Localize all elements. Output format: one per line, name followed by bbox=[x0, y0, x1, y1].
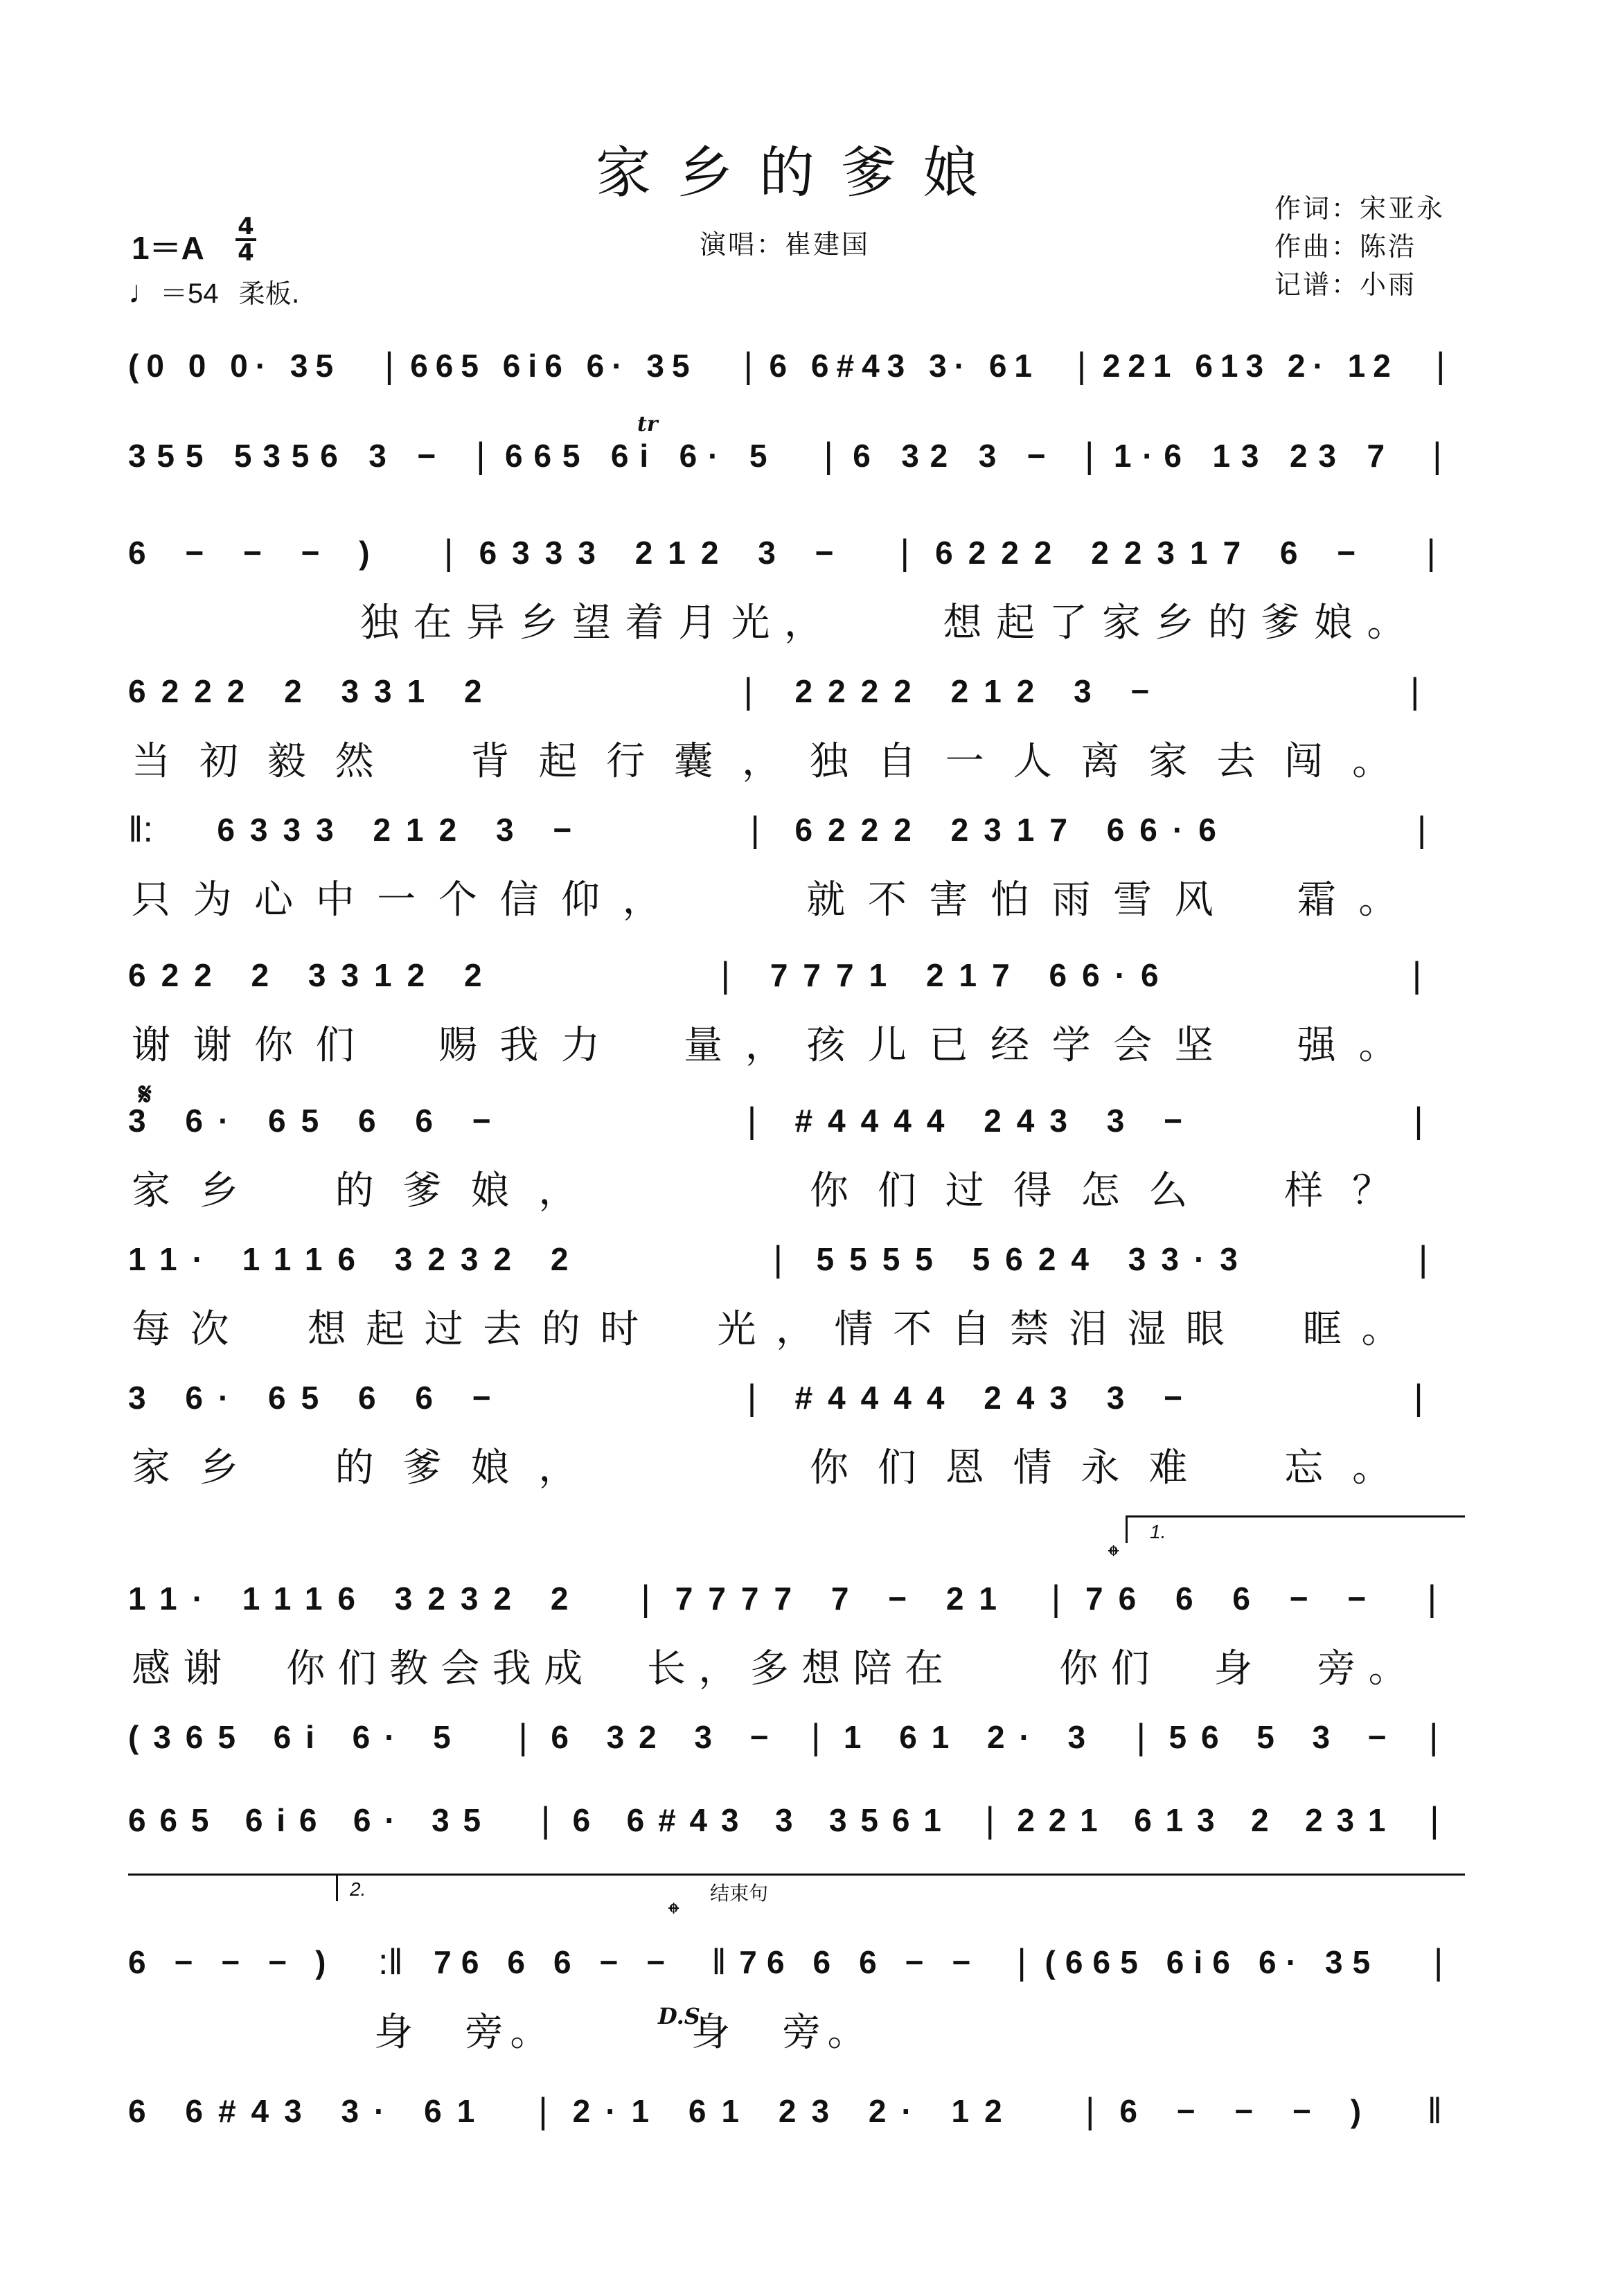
lyric-char: 只 bbox=[132, 878, 170, 923]
lyric-char: 每 bbox=[132, 1307, 170, 1352]
lyric-char: 强 bbox=[1297, 1023, 1336, 1068]
barline: | bbox=[743, 346, 753, 386]
lyric-char: 儿 bbox=[867, 1023, 907, 1068]
lyric-char: 背 bbox=[470, 739, 510, 784]
lyric-char: 你 bbox=[1059, 1646, 1099, 1691]
lyric-char: 会 bbox=[441, 1646, 480, 1691]
time-top: 4 bbox=[238, 213, 254, 240]
barline: | bbox=[476, 436, 486, 476]
quarter-note-icon: ♩ bbox=[128, 274, 160, 310]
lyric-char: 独 bbox=[360, 600, 399, 646]
barline: | bbox=[1414, 1101, 1423, 1141]
volta-2-label: 2. bbox=[350, 1878, 366, 1900]
barline: | bbox=[1051, 1578, 1061, 1619]
lyric-char: 想 bbox=[943, 600, 982, 646]
lyric-char: 光 bbox=[731, 600, 770, 646]
barline: | bbox=[750, 810, 760, 850]
volta-2-edge bbox=[336, 1874, 338, 1901]
lyric-char: 爹 bbox=[1261, 600, 1300, 646]
lyric-char: 仰 bbox=[561, 878, 600, 923]
lyric-char: 我 bbox=[492, 1646, 531, 1691]
barline: | bbox=[641, 1578, 650, 1619]
lyric-char: 独 bbox=[809, 739, 848, 784]
lyric-char: 异 bbox=[466, 600, 505, 646]
lyric-char: 家 bbox=[132, 1445, 170, 1490]
lyric-char: 成 bbox=[544, 1646, 583, 1691]
lyric-char: 恩 bbox=[945, 1445, 984, 1490]
measure-notes: 56 5 3 − bbox=[1168, 1719, 1401, 1755]
lyric-char: ， bbox=[698, 1646, 738, 1691]
lyric-char: 时 bbox=[600, 1307, 639, 1352]
barline: | bbox=[1412, 955, 1422, 995]
measure-notes: 11· 1116 3232 2 bbox=[128, 1241, 584, 1277]
measure-notes: 2·1 61 23 2· 12 bbox=[572, 2093, 1017, 2129]
lyric-char: 心 bbox=[254, 878, 294, 923]
measure-notes: 7777 7 − 21 bbox=[675, 1581, 1013, 1617]
lyric-char: 多 bbox=[749, 1646, 789, 1691]
lyric-char: ， bbox=[622, 878, 661, 923]
lyric-char: 自 bbox=[951, 1307, 990, 1352]
lyric-char: 谢 bbox=[132, 1023, 170, 1068]
lyric-char: 起 bbox=[996, 600, 1035, 646]
measure-notes: 6333 212 3 − bbox=[217, 812, 587, 848]
transcriber-credit: 记谱：小雨 bbox=[1274, 269, 1417, 300]
measure-notes: #4444 243 3 − bbox=[794, 1103, 1198, 1139]
tempo-marking bbox=[128, 272, 300, 311]
lyric-char: 忘 bbox=[1284, 1445, 1324, 1490]
lyric-char: 风 bbox=[1174, 878, 1214, 923]
lyric-char: 么 bbox=[1148, 1168, 1188, 1213]
lyric-line bbox=[0, 876, 1600, 932]
barline: | bbox=[384, 346, 394, 386]
barline: | bbox=[1418, 1239, 1428, 1279]
lyric-line bbox=[0, 2009, 1600, 2064]
ending-label: 结束句 bbox=[710, 1882, 769, 1905]
barline: | bbox=[1017, 1942, 1026, 1982]
lyric-char: 情 bbox=[834, 1307, 873, 1352]
lyric-char: 样 bbox=[1284, 1168, 1324, 1213]
lyric-char: 。 bbox=[510, 2010, 549, 2055]
lyric-char: 爹 bbox=[402, 1445, 442, 1490]
measure-notes: 221 613 2· 12 bbox=[1102, 348, 1398, 384]
lyric-char: 自 bbox=[877, 739, 916, 784]
lyric-char: 月 bbox=[678, 600, 717, 646]
ds-mark: D.S. bbox=[658, 2003, 707, 2029]
lyric-char: 个 bbox=[438, 878, 477, 923]
lyric-char: 永 bbox=[1081, 1445, 1120, 1490]
lyric-char: 赐 bbox=[438, 1023, 477, 1068]
barline: | bbox=[1426, 533, 1436, 573]
barline: | bbox=[1430, 1800, 1439, 1840]
lyric-line bbox=[0, 1306, 1600, 1361]
singer-credit: 演唱：崔建国 bbox=[700, 229, 871, 260]
barline: | bbox=[810, 1717, 821, 1757]
lyric-char: 想 bbox=[801, 1646, 841, 1691]
lyric-char: 已 bbox=[929, 1023, 968, 1068]
lyric-char: 怕 bbox=[990, 878, 1029, 923]
lyricist-credit: 作词：宋亚永 bbox=[1274, 193, 1446, 224]
lyric-line bbox=[0, 1167, 1600, 1222]
barline: | bbox=[1410, 671, 1420, 711]
lyric-char: 雪 bbox=[1113, 878, 1153, 923]
composer-credit: 作曲：陈浩 bbox=[1274, 231, 1417, 262]
lyric-line bbox=[0, 599, 1600, 655]
lyric-char: 。 bbox=[1352, 739, 1392, 784]
lyric-char: 囊 bbox=[674, 739, 713, 784]
lyric-char: 你 bbox=[809, 1445, 848, 1490]
lyric-char: 们 bbox=[877, 1168, 916, 1213]
lyric-char: 初 bbox=[199, 739, 238, 784]
lyric-char: 然 bbox=[335, 739, 374, 784]
barline: | bbox=[540, 1800, 551, 1840]
lyric-char: 在 bbox=[905, 1646, 943, 1691]
lyric-char: 情 bbox=[1013, 1445, 1052, 1490]
lyric-char: 身 bbox=[691, 2010, 731, 2055]
lyric-char: 一 bbox=[945, 739, 984, 784]
lyric-char: 家 bbox=[1102, 600, 1141, 646]
lyric-char: 家 bbox=[1148, 739, 1188, 784]
lyric-char: 望 bbox=[572, 600, 611, 646]
measure-notes: 5555 5624 33·3 bbox=[816, 1241, 1253, 1277]
measure-notes: 76 6 6 − − bbox=[1085, 1581, 1382, 1617]
lyric-char: 谢 bbox=[183, 1646, 222, 1691]
lyric-char: ， bbox=[538, 1168, 578, 1213]
lyric-char: 霜 bbox=[1297, 878, 1336, 923]
lyric-char: 起 bbox=[538, 739, 578, 784]
lyric-char: 们 bbox=[337, 1646, 377, 1691]
lyric-char: 为 bbox=[193, 878, 232, 923]
measure-notes: 665 6i 6· 5 bbox=[505, 438, 779, 474]
barline: | bbox=[900, 533, 909, 573]
lyric-char: 旁 bbox=[782, 2010, 821, 2055]
lyric-char: 了 bbox=[1049, 600, 1088, 646]
measure-notes: 6222 2317 66·6 bbox=[794, 812, 1232, 848]
barline: | bbox=[747, 1101, 757, 1141]
volta-2-bracket bbox=[128, 1874, 1465, 1876]
lyric-char: 不 bbox=[893, 1307, 932, 1352]
lyric-char: 起 bbox=[366, 1307, 405, 1352]
lyric-char: 陪 bbox=[853, 1646, 892, 1691]
measure-notes: (665 6i6 6· 35 bbox=[1045, 1944, 1380, 1980]
measure-notes: 6 − − − ) bbox=[1119, 2093, 1377, 2129]
barline: ‖: bbox=[128, 810, 153, 850]
lyric-char: 。 bbox=[1368, 1646, 1407, 1691]
tempo-value: ＝54 bbox=[160, 278, 219, 309]
measure-notes: 11· 1116 3232 2 bbox=[128, 1581, 584, 1617]
lyric-char: 得 bbox=[1013, 1168, 1052, 1213]
lyric-char: 。 bbox=[1358, 1023, 1398, 1068]
measure-notes: 76 6 6 − − bbox=[739, 1944, 981, 1980]
measure-notes: 3 6· 65 6 6 − bbox=[128, 1103, 506, 1139]
lyric-char: 旁 bbox=[1317, 1646, 1356, 1691]
barline: | bbox=[720, 955, 731, 995]
lyric-char: 。 bbox=[1358, 878, 1398, 923]
lyric-char: ， bbox=[745, 1023, 784, 1068]
lyric-char: 们 bbox=[315, 1023, 355, 1068]
lyric-char: 离 bbox=[1081, 739, 1120, 784]
lyric-line bbox=[0, 1444, 1600, 1499]
lyric-char: 过 bbox=[424, 1307, 463, 1352]
measure-notes: #4444 243 3 − bbox=[794, 1380, 1198, 1416]
barline: | bbox=[773, 1239, 783, 1279]
lyric-char: 你 bbox=[286, 1646, 326, 1691]
barline: | bbox=[1427, 1578, 1437, 1619]
lyric-char: 就 bbox=[806, 878, 846, 923]
lyric-char: 雨 bbox=[1051, 878, 1091, 923]
measure-notes: 6 6#43 3· 61 bbox=[769, 348, 1040, 384]
lyric-char: 人 bbox=[1013, 739, 1052, 784]
volta-1-edge bbox=[1126, 1515, 1128, 1543]
lyric-char: 的 bbox=[335, 1168, 374, 1213]
lyric-char: 一 bbox=[377, 878, 416, 923]
measure-notes: 1·6 13 23 7 bbox=[1113, 438, 1396, 474]
lyric-char: 过 bbox=[945, 1168, 984, 1213]
lyric-char: 不 bbox=[867, 878, 907, 923]
measure-notes: 1 61 2· 3 bbox=[843, 1719, 1101, 1755]
measure-notes: 665 6i6 6· 35 bbox=[410, 348, 697, 384]
barline: :‖ bbox=[377, 1942, 403, 1982]
barline: | bbox=[747, 1378, 757, 1418]
barline: | bbox=[538, 2091, 548, 2131]
measure-notes: 6333 212 3 − bbox=[479, 535, 849, 571]
lyric-char: 乡 bbox=[1155, 600, 1194, 646]
barline: | bbox=[985, 1800, 995, 1840]
lyric-char: 娘 bbox=[470, 1445, 510, 1490]
lyric-char: 教 bbox=[389, 1646, 428, 1691]
lyric-char: 去 bbox=[1216, 739, 1256, 784]
lyric-char: 。 bbox=[1361, 1307, 1401, 1352]
measure-notes: 7771 217 66·6 bbox=[770, 957, 1174, 993]
lyric-char: 我 bbox=[499, 1023, 539, 1068]
measure-notes: 6 − − − ) bbox=[128, 535, 385, 571]
lyric-char: 娘 bbox=[470, 1168, 510, 1213]
trill-mark: tr bbox=[637, 412, 658, 436]
lyric-char: 难 bbox=[1148, 1445, 1188, 1490]
measure-notes: 355 5356 3 − bbox=[128, 438, 447, 474]
song-title: 家乡的爹娘 bbox=[596, 141, 1004, 205]
lyric-char: 。 bbox=[1367, 600, 1406, 646]
key-signature: 1＝A bbox=[132, 230, 204, 266]
lyric-char: 在 bbox=[413, 600, 452, 646]
measure-notes: 665 6i6 6· 35 bbox=[128, 1802, 495, 1838]
lyric-char: 长 bbox=[647, 1646, 686, 1691]
lyric-char: 去 bbox=[483, 1307, 522, 1352]
barline: | bbox=[1085, 2091, 1095, 2131]
lyric-char: 。 bbox=[827, 2010, 866, 2055]
measure-notes: 221 613 2 231 bbox=[1017, 1802, 1400, 1838]
lyric-char: 的 bbox=[335, 1445, 374, 1490]
barline: | bbox=[1076, 346, 1087, 386]
measure-notes: 6222 22317 6 − bbox=[935, 535, 1371, 571]
lyric-char: 中 bbox=[315, 878, 355, 923]
lyric-char: 乡 bbox=[519, 600, 558, 646]
barline: | bbox=[1432, 436, 1442, 476]
lyric-char: 信 bbox=[499, 878, 539, 923]
lyric-char: 孩 bbox=[806, 1023, 846, 1068]
lyric-char: 们 bbox=[877, 1445, 916, 1490]
lyric-char: ， bbox=[776, 1307, 815, 1352]
lyric-char: 谢 bbox=[193, 1023, 232, 1068]
barline: ‖ bbox=[711, 1942, 727, 1982]
lyric-char: 怎 bbox=[1081, 1168, 1120, 1213]
measure-notes: 622 2 3312 2 bbox=[128, 957, 497, 993]
coda-sign-2: 𝄌 bbox=[668, 1896, 679, 1932]
lyric-char: 害 bbox=[929, 878, 968, 923]
lyric-char: 身 bbox=[374, 2010, 413, 2055]
lyric-char: 。 bbox=[1352, 1445, 1392, 1490]
measure-notes: 6 6#43 3· 61 bbox=[128, 2093, 490, 2129]
lyric-char: 量 bbox=[684, 1023, 723, 1068]
time-signature bbox=[235, 213, 256, 267]
lyric-char: 行 bbox=[606, 739, 646, 784]
lyric-char: 的 bbox=[541, 1307, 580, 1352]
measure-notes: (365 6i 6· 5 bbox=[128, 1719, 465, 1755]
lyric-char: 想 bbox=[307, 1307, 346, 1352]
volta-1-label: 1. bbox=[1150, 1521, 1166, 1542]
lyric-char: 力 bbox=[561, 1023, 600, 1068]
segno-sign: 𝄋 bbox=[139, 1077, 152, 1112]
measure-notes: 2222 212 3 − bbox=[794, 673, 1165, 709]
lyric-line bbox=[0, 1022, 1600, 1077]
lyric-char: 身 bbox=[1214, 1646, 1253, 1691]
lyric-char: 泪 bbox=[1068, 1307, 1108, 1352]
barline: | bbox=[1435, 346, 1446, 386]
lyric-char: 的 bbox=[1208, 600, 1247, 646]
barline: | bbox=[443, 533, 454, 573]
lyric-char: 们 bbox=[1110, 1646, 1150, 1691]
lyric-char: 你 bbox=[809, 1168, 848, 1213]
lyric-char: 乡 bbox=[199, 1445, 238, 1490]
barline: | bbox=[1429, 1717, 1439, 1757]
lyric-char: 感 bbox=[132, 1646, 170, 1691]
measure-notes: 6 32 3 − bbox=[853, 438, 1057, 474]
volta-1-bracket bbox=[1126, 1515, 1465, 1518]
tempo-word: 柔板. bbox=[238, 278, 300, 309]
barline: | bbox=[1416, 810, 1427, 850]
lyric-char: ， bbox=[784, 600, 823, 646]
measure-notes: 6 6#43 3 3561 bbox=[572, 1802, 955, 1838]
barline: | bbox=[743, 671, 753, 711]
measure-notes: 6 − − − ) bbox=[128, 1944, 336, 1980]
lyric-char: ， bbox=[742, 739, 781, 784]
barline: | bbox=[518, 1717, 528, 1757]
lyric-char: 学 bbox=[1051, 1023, 1091, 1068]
lyric-char: 你 bbox=[254, 1023, 294, 1068]
lyric-char: 次 bbox=[190, 1307, 229, 1352]
barline: | bbox=[824, 436, 833, 476]
lyric-char: 眼 bbox=[1185, 1307, 1225, 1352]
measure-notes: 76 6 6 − − bbox=[434, 1944, 675, 1980]
lyric-char: ？ bbox=[1352, 1168, 1392, 1213]
barline: | bbox=[1433, 1942, 1443, 1982]
lyric-char: 眶 bbox=[1302, 1307, 1342, 1352]
lyric-char: 娘 bbox=[1314, 600, 1353, 646]
lyric-char: 闯 bbox=[1284, 739, 1324, 784]
lyric-char: 坚 bbox=[1174, 1023, 1214, 1068]
measure-notes: (0 0 0· 35 bbox=[128, 348, 341, 384]
lyric-char: 毅 bbox=[267, 739, 306, 784]
barline: | bbox=[1414, 1378, 1423, 1418]
lyric-char: 经 bbox=[990, 1023, 1029, 1068]
lyric-char: 爹 bbox=[402, 1168, 442, 1213]
time-bottom: 4 bbox=[238, 239, 254, 267]
coda-sign-1: 𝄌 bbox=[1108, 1539, 1119, 1574]
lyric-char: 湿 bbox=[1127, 1307, 1166, 1352]
lyric-line bbox=[0, 738, 1600, 793]
lyric-char: 家 bbox=[132, 1168, 170, 1213]
lyric-char: 乡 bbox=[199, 1168, 238, 1213]
lyric-line bbox=[0, 1645, 1600, 1700]
lyric-char: 旁 bbox=[464, 2010, 504, 2055]
measure-notes: 6 32 3 − bbox=[551, 1719, 783, 1755]
lyric-char: 光 bbox=[717, 1307, 756, 1352]
measure-notes: 6222 2 331 2 bbox=[128, 673, 497, 709]
barline: ‖ bbox=[1427, 2091, 1443, 2131]
lyric-char: 当 bbox=[132, 739, 170, 784]
lyric-char: ， bbox=[538, 1445, 578, 1490]
barline: | bbox=[1084, 436, 1094, 476]
barline: | bbox=[1136, 1717, 1146, 1757]
lyric-char: 会 bbox=[1113, 1023, 1153, 1068]
lyric-char: 着 bbox=[625, 600, 664, 646]
lyric-char: 禁 bbox=[1010, 1307, 1049, 1352]
measure-notes: 3 6· 65 6 6 − bbox=[128, 1380, 506, 1416]
